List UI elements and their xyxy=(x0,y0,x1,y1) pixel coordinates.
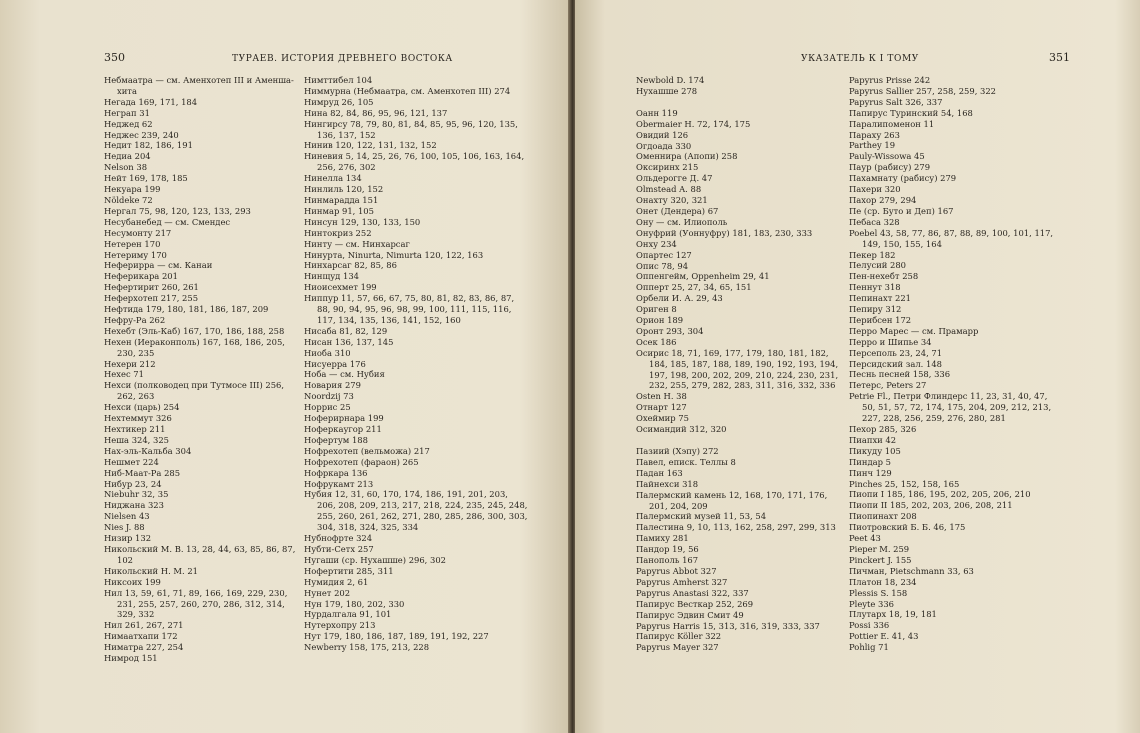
index-entry: Персидский зал. 148 xyxy=(849,358,942,369)
index-entry: Плутарх 18, 19, 181 xyxy=(849,609,937,620)
index-entry: Охеймир 75 xyxy=(636,413,689,424)
index-entry: Оанн 119 xyxy=(636,107,678,118)
index-entry: Песнь песней 158, 336 xyxy=(849,369,951,380)
index-entry: Нинтокриз 252 xyxy=(304,227,372,238)
index-entry: Ольдерогге Д. 47 xyxy=(636,173,713,184)
index-entry: Нил 261, 267, 271 xyxy=(104,620,184,631)
index-entry: Осек 186 xyxy=(636,336,677,347)
index-entry: Пазиий (Хэпу) 272 xyxy=(636,446,719,456)
index-entry: Pottier E. 41, 43 xyxy=(849,631,919,642)
index-entry: Osten H. 38 xyxy=(636,391,687,402)
index-entry: Нинлиль 120, 152 xyxy=(304,184,384,195)
index-entry: Павел, епиcк. Теллы 8 xyxy=(636,456,736,467)
index-entry: Небмаатра — см. Аменхотеп III и Аменша-хита xyxy=(104,75,294,96)
index-entry: Оксиринх 215 xyxy=(636,162,699,173)
right-index-column-2 xyxy=(849,75,1063,653)
index-entry: Никольский Н. М. 21 xyxy=(104,565,198,576)
index-entry: Опартес 127 xyxy=(636,249,692,260)
index-entry: Оменнира (Апопи) 258 xyxy=(636,151,738,162)
index-entry: Паралипоменон 11 xyxy=(849,118,935,129)
index-entry: Нетериму 170 xyxy=(104,249,167,260)
index-entry: Нугаши (ср. Нухашше) 296, 302 xyxy=(304,554,446,565)
index-entry: Пиапхи 42 xyxy=(849,434,897,445)
index-entry: Пичман, Pietschmann 33, 63 xyxy=(849,565,974,576)
index-entry: Newberry 158, 175, 213, 228 xyxy=(304,642,430,653)
index-entry: Паур (рабису) 279 xyxy=(849,162,931,173)
index-entry: Пен-нехебт 258 xyxy=(849,271,919,282)
index-entry: Пехор 285, 326 xyxy=(849,424,917,434)
index-entry: Нофрехотеп (фараон) 265 xyxy=(304,456,419,467)
index-entry: Пеннут 318 xyxy=(849,282,901,293)
index-entry: Пепинахт 221 xyxy=(849,293,912,304)
index-entry: Нинхарсаг 82, 85, 86 xyxy=(304,260,397,271)
index-entry: Пиопи II 185, 202, 203, 206, 208, 211 xyxy=(849,500,1013,511)
index-entry: Онет (Дендера) 67 xyxy=(636,205,719,216)
index-entry: Неферикара 201 xyxy=(104,271,178,282)
index-entry: Нофрехотеп (вельможа) 217 xyxy=(304,445,430,456)
index-entry: Пиопинахт 208 xyxy=(849,511,917,522)
index-entry: Niebuhr 32, 35 xyxy=(104,489,169,500)
index-entry: Нофертум 188 xyxy=(304,434,368,445)
index-entry: Орион 189 xyxy=(636,315,684,326)
index-entry: Нубнофрте 324 xyxy=(304,533,373,544)
index-entry: Пахери 320 xyxy=(849,184,901,195)
index-entry: Никсоих 199 xyxy=(104,576,161,587)
index-entry: Нисаба 81, 82, 129 xyxy=(304,325,388,336)
index-entry: Недиа 204 xyxy=(104,151,151,162)
index-entry: Ниппур 11, 57, 66, 67, 75, 80, 81, 82, 83, 86, 87, 88, 90, 94, 95, 96, 98, 99, 100, 111, 115, 116, 117, 134, 135, 136, 141, 152, 160 xyxy=(304,293,515,325)
index-entry: Перибсен 172 xyxy=(849,314,912,325)
index-entry: Нергал 75, 98, 120, 123, 133, 293 xyxy=(104,205,251,216)
index-entry: Палермский музей 11, 53, 54 xyxy=(636,511,767,522)
index-entry: Papyrus Harris 15, 313, 316, 319, 333, 337 xyxy=(636,620,820,631)
index-entry: Papyrus Sallier 257, 258, 259, 322 xyxy=(849,85,997,96)
index-entry: Онуфрий (Уоннуфру) 181, 183, 230, 333 xyxy=(636,227,813,238)
index-entry: Некуара 199 xyxy=(104,184,161,195)
index-entry: Pinckert J. 155 xyxy=(849,554,912,565)
index-entry: Параху 263 xyxy=(849,129,900,140)
index-entry: Pauly-Wissowa 45 xyxy=(849,151,925,162)
index-entry: Newbold D. 174 xyxy=(636,75,705,85)
index-entry: Нинелла 134 xyxy=(304,173,362,184)
index-entry: Огдоада 330 xyxy=(636,140,692,151)
index-entry: Nielsen 43 xyxy=(104,511,150,522)
index-entry: Низир 132 xyxy=(104,533,152,544)
index-entry: Нурдалгала 91, 101 xyxy=(304,609,392,620)
index-entry: Нисан 136, 137, 145 xyxy=(304,336,394,347)
index-entry: Отнарт 127 xyxy=(636,402,687,413)
index-entry: Ниб-Маат-Ра 285 xyxy=(104,467,181,478)
index-entry: Нехтикер 211 xyxy=(104,424,166,434)
index-entry: Нумидия 2, 61 xyxy=(304,576,369,587)
index-entry: Палестина 9, 10, 113, 162, 258, 297, 299, 313 xyxy=(636,522,836,533)
index-entry: Нешмет 224 xyxy=(104,456,159,467)
index-entry: Нимттибел 104 xyxy=(304,75,373,85)
index-entry: Платон 18, 234 xyxy=(849,576,917,587)
index-entry: Pinches 25, 152, 158, 165 xyxy=(849,478,960,489)
index-entry: Нах-эль-Кальба 304 xyxy=(104,445,192,456)
index-entry: Персеполь 23, 24, 71 xyxy=(849,347,943,358)
index-entry: Папирус Туринский 54, 168 xyxy=(849,107,973,118)
index-entry: Падан 163 xyxy=(636,467,683,478)
index-entry: Перро и Шипье 34 xyxy=(849,336,932,347)
index-entry: Пекер 182 xyxy=(849,249,896,260)
index-entry: Пайнехси 318 xyxy=(636,478,699,489)
index-entry: Нефертирит 260, 261 xyxy=(104,282,199,293)
index-entry: Опперт 25, 27, 34, 65, 151 xyxy=(636,282,752,293)
index-entry: Нофркара 136 xyxy=(304,467,368,478)
index-entry: Ориген 8 xyxy=(636,304,677,315)
index-entry: Нехес 71 xyxy=(104,369,144,380)
index-entry: Nelson 38 xyxy=(104,162,148,173)
index-entry: Нофрукамт 213 xyxy=(304,478,374,489)
index-entry: Noordzij 73 xyxy=(304,391,354,402)
index-entry: Нимрод 151 xyxy=(104,653,158,664)
index-entry: Nöldeke 72 xyxy=(104,194,153,205)
index-entry: Панополь 167 xyxy=(636,555,699,566)
index-entry: Петерс, Peters 27 xyxy=(849,380,927,391)
index-entry: Ниоба 310 xyxy=(304,347,351,358)
index-entry: Papyrus Amherst 327 xyxy=(636,576,728,587)
index-entry: Poebel 43, 58, 77, 86, 87, 88, 89, 100, 101, 117, 149, 150, 155, 164 xyxy=(849,227,1054,249)
index-entry: Нисуерра 176 xyxy=(304,358,366,369)
index-entry: Нетерен 170 xyxy=(104,238,161,249)
index-entry: Peet 43 xyxy=(849,533,881,544)
index-entry: Olmstead A. 88 xyxy=(636,184,702,195)
index-entry: Норрис 25 xyxy=(304,402,351,413)
index-entry: Нехтеммут 326 xyxy=(104,413,172,424)
index-entry: Нефтида 179, 180, 181, 186, 187, 209 xyxy=(104,304,269,315)
index-entry: Нехси (царь) 254 xyxy=(104,402,180,413)
index-entry: Онахту 320, 321 xyxy=(636,195,708,206)
index-entry: Пахор 279, 294 xyxy=(849,194,917,205)
index-entry: Негада 169, 171, 184 xyxy=(104,96,198,107)
index-entry: Нинщуд 134 xyxy=(304,271,359,282)
index-entry: Ноба — см. Нубия xyxy=(304,369,385,380)
left-index-column-2 xyxy=(304,75,528,653)
index-entry: Petrie Fl., Петри Флиндерс 11, 23, 31, 40, 47, 50, 51, 57, 72, 174, 175, 204, 209, 212, 213, 227, 228, 256, 259, 276, 280, 281 xyxy=(849,391,1052,424)
index-entry: Нимруд 26, 105 xyxy=(304,96,374,107)
index-entry: Нина 82, 84, 86, 95, 96, 121, 137 xyxy=(304,107,448,118)
index-entry: Пахамнату (рабису) 279 xyxy=(849,173,957,184)
index-entry: Ниматра 227, 254 xyxy=(104,642,184,653)
index-entry: Папирус Köller 322 xyxy=(636,631,722,642)
index-entry: Plessis S. 158 xyxy=(849,587,908,598)
index-entry: Нут 179, 180, 186, 187, 189, 191, 192, 227 xyxy=(304,631,489,642)
index-entry: Пелусий 280 xyxy=(849,260,907,271)
index-entry: Пикуду 105 xyxy=(849,445,901,456)
index-entry: Ниневия 5, 14, 25, 26, 76, 100, 105, 106, 163, 164, 256, 276, 302 xyxy=(304,151,525,173)
index-entry: Нефру-Ра 262 xyxy=(104,314,166,325)
index-entry: Нехен (Иераконполь) 167, 168, 186, 205, 230, 235 xyxy=(104,336,285,358)
index-entry: Нехери 212 xyxy=(104,358,156,369)
index-entry: Ноферирнара 199 xyxy=(304,413,384,424)
index-entry: Нутерхопру 213 xyxy=(304,620,376,631)
index-entry: Пандор 19, 56 xyxy=(636,544,699,555)
index-entry: Неджес 239, 240 xyxy=(104,129,179,140)
index-entry: Папирус Весткар 252, 269 xyxy=(636,598,754,609)
index-entry: Нингирсу 78, 79, 80, 81, 84, 85, 95, 96, 120, 135, 136, 137, 152 xyxy=(304,118,518,140)
index-entry: Онху 234 xyxy=(636,238,677,249)
index-entry: Оппенгейм, Oppenheim 29, 41 xyxy=(636,271,770,282)
index-entry: Несубанебед — см. Смендес xyxy=(104,216,231,227)
index-entry: Нофертити 285, 311 xyxy=(304,565,394,576)
index-entry: Пепиру 312 xyxy=(849,304,902,315)
index-entry: Papyrus Mayer 327 xyxy=(636,642,719,653)
index-entry: Ниджана 323 xyxy=(104,500,164,511)
index-entry: Нехси (полководец при Тутмосе III) 256, 262, 263 xyxy=(104,380,285,402)
index-entry: Papyrus Prisse 242 xyxy=(849,75,931,85)
index-entry: Нинту — см. Нинхарсаг xyxy=(304,238,410,249)
index-entry: Ноферкаугор 211 xyxy=(304,424,382,434)
index-entry: Неферирра — см. Канаи xyxy=(104,260,213,271)
index-entry: Obermaier H. 72, 174, 175 xyxy=(636,118,751,129)
index-entry: Пинч 129 xyxy=(849,467,892,478)
right-running-header: УКАЗАТЕЛЬ К I ТОМУ xyxy=(801,54,919,64)
index-entry: Неграп 31 xyxy=(104,107,150,118)
index-entry: Нейт 169, 178, 185 xyxy=(104,173,188,184)
index-entry: Орбели И. А. 29, 43 xyxy=(636,293,723,304)
index-entry: Parthey 19 xyxy=(849,140,896,151)
index-entry: Papyrus Salt 326, 337 xyxy=(849,96,943,107)
index-entry: Никольский М. В. 13, 28, 44, 63, 85, 86, 87, 102 xyxy=(104,543,296,565)
index-entry: Нинурта, Ninurta, Nimurta 120, 122, 163 xyxy=(304,249,484,260)
index-entry: Possi 336 xyxy=(849,620,890,631)
left-index-column-1 xyxy=(104,75,300,664)
index-entry: Pleyte 336 xyxy=(849,598,894,609)
index-entry: Нибур 23, 24 xyxy=(104,478,162,489)
index-entry: Нунет 202 xyxy=(304,587,351,598)
index-entry: Памиху 281 xyxy=(636,533,689,544)
index-entry: Опис 78, 94 xyxy=(636,260,689,271)
right-page xyxy=(575,0,1140,733)
index-entry: Недит 182, 186, 191 xyxy=(104,140,193,151)
index-entry: Нинсун 129, 130, 133, 150 xyxy=(304,216,421,227)
index-entry: Овидий 126 xyxy=(636,129,689,140)
index-entry: Papyrus Anastasi 322, 337 xyxy=(636,587,749,598)
index-entry: Нубия 12, 31, 60, 170, 174, 186, 191, 201, 203, 206, 208, 209, 213, 217, 218, 224, 235, 245, 248, 255, 260, 261, 262, 271, 280, 285, 286, 300, 303, 304, 318, 324, 325, 334 xyxy=(304,489,528,533)
index-entry: Осирис 18, 71, 169, 177, 179, 180, 181, 182, 184, 185, 187, 188, 189, 190, 192, 193, 194, 197, 198, 200, 202, 209, 210, 224, 230, 231, 232, 255, 279, 282, 283, 311, 316, 332, 336 xyxy=(636,347,839,391)
index-entry: Перро Марес — см. Прамарр xyxy=(849,325,979,336)
index-entry: Неша 324, 325 xyxy=(104,434,169,445)
index-entry: Нехебт (Эль-Каб) 167, 170, 186, 188, 258 xyxy=(104,325,285,336)
left-running-header: ТУРАЕВ. ИСТОРИЯ ДРЕВНЕГО ВОСТОКА xyxy=(232,54,453,64)
index-entry: Ону — см. Илиополь xyxy=(636,216,728,227)
index-entry: Неферхотеп 217, 255 xyxy=(104,293,199,304)
index-entry: Новария 279 xyxy=(304,380,361,391)
index-entry: Нил 13, 59, 61, 71, 89, 166, 169, 229, 230, 231, 255, 257, 260, 270, 286, 312, 314, 329, 332 xyxy=(104,587,288,620)
right-page-number: 351 xyxy=(1049,51,1070,64)
index-entry: Nies J. 88 xyxy=(104,522,145,533)
index-entry: Нубти-Сетх 257 xyxy=(304,543,374,554)
index-entry: Оронт 293, 304 xyxy=(636,325,704,336)
index-entry: Палермский камень 12, 168, 170, 171, 176, 201, 204, 209 xyxy=(636,489,828,511)
index-entry: Пе (ср. Буто и Деп) 167 xyxy=(849,205,954,216)
index-entry: Нинмар 91, 105 xyxy=(304,205,374,216)
right-index-column-1 xyxy=(636,75,840,653)
index-entry: Нимаатхапи 172 xyxy=(104,631,178,642)
index-entry: Пиопи I 185, 186, 195, 202, 205, 206, 210 xyxy=(849,489,1031,500)
index-entry: Пиндар 5 xyxy=(849,456,891,467)
index-entry: Осимандий 312, 320 xyxy=(636,424,727,435)
index-entry: Нухашше 278 xyxy=(636,85,698,96)
index-entry: Нинмарадда 151 xyxy=(304,194,379,205)
index-entry: Пиотровский Б. Б. 46, 175 xyxy=(849,522,966,533)
index-entry: Pieper M. 259 xyxy=(849,543,910,554)
index-entry: Нинив 120, 122, 131, 132, 152 xyxy=(304,140,437,151)
index-entry: Пебаса 328 xyxy=(849,216,900,227)
index-entry: Papyrus Abbot 327 xyxy=(636,565,717,576)
index-entry: Папирус Эдвин Смит 49 xyxy=(636,609,744,620)
index-entry: Pohlig 71 xyxy=(849,642,889,653)
index-entry: Ниоисехмет 199 xyxy=(304,282,377,293)
index-entry: Неджед 62 xyxy=(104,118,153,129)
left-page-number: 350 xyxy=(104,51,125,64)
index-entry: Несумонту 217 xyxy=(104,227,172,238)
index-entry: Нун 179, 180, 202, 330 xyxy=(304,598,405,609)
index-entry: Ниммурна (Небмаатра, см. Аменхотеп III) 274 xyxy=(304,85,511,96)
